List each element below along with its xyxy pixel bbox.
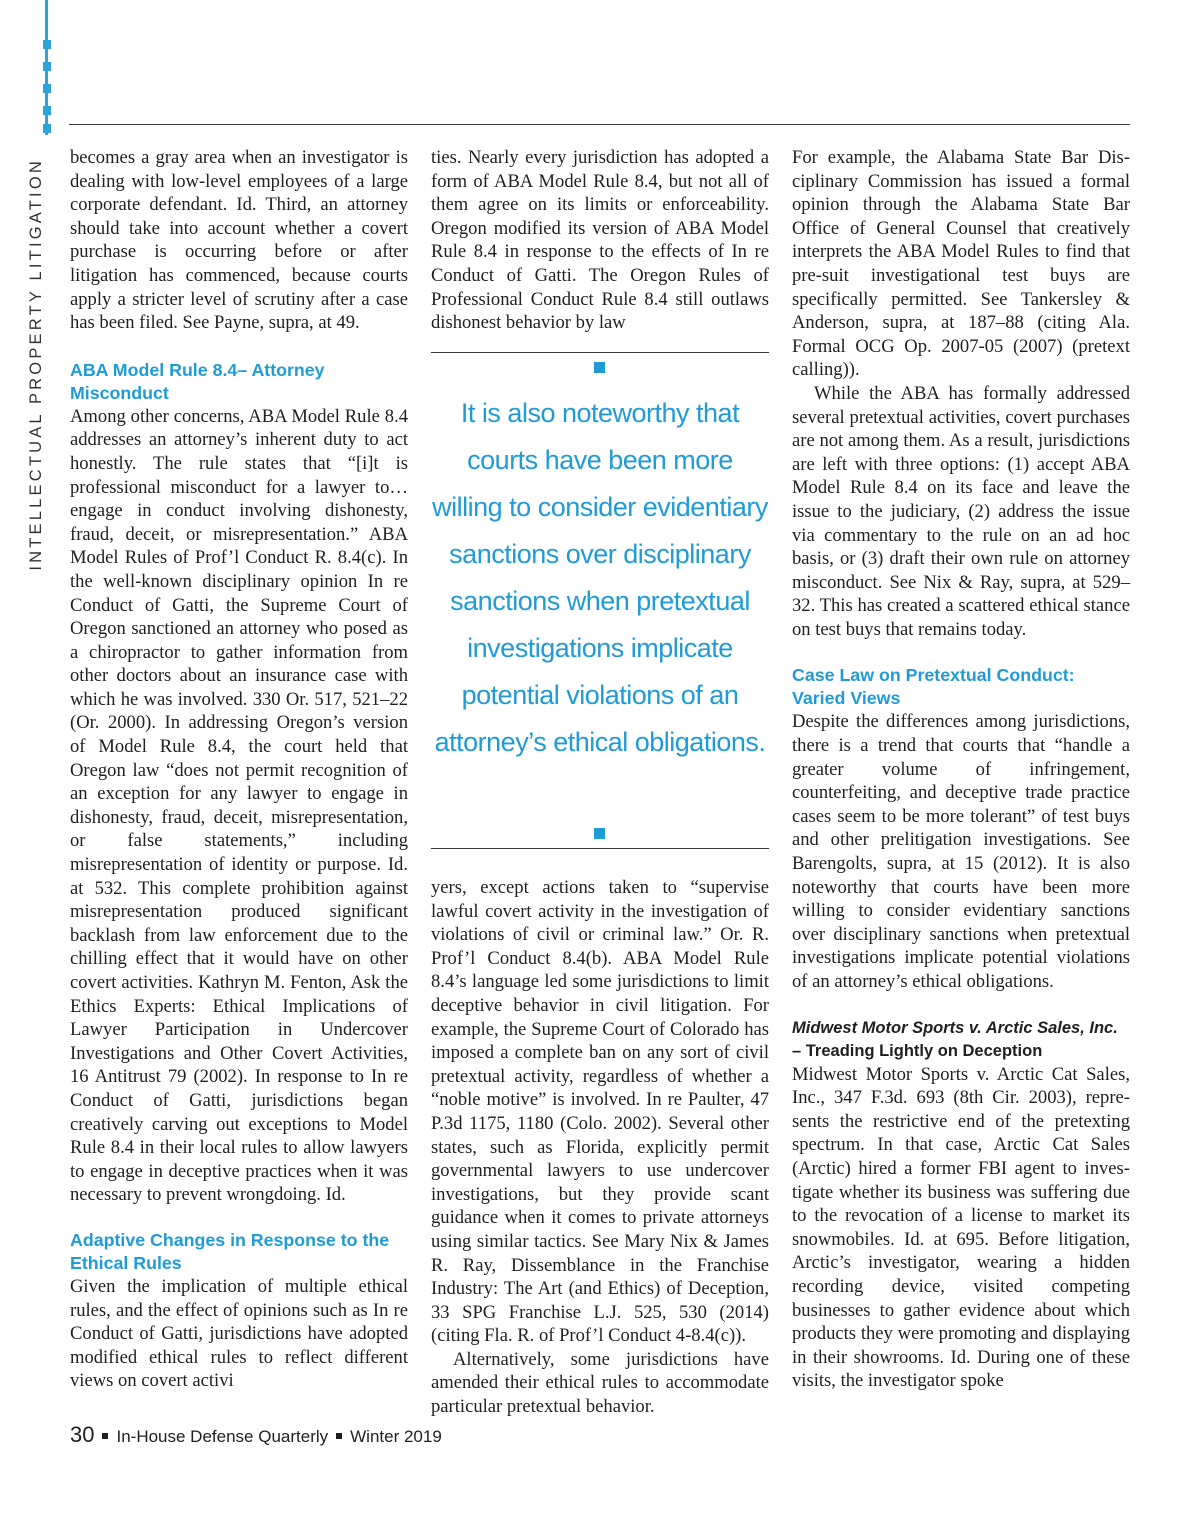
body-paragraph: For example, the Alabama State Bar Disciplinary Commission has issued a formal opinion through the Alabama State Bar Office of General Counsel that creatively interprets the ABA Model Rules to find that pre-suit investigational test buys are specifically permitted. See Tankersley & Anderson, supra, at 187–88 (citing Ala. Formal OCG Op. 2007-05 (2007) (pretext calling)).: [792, 147, 1130, 381]
footer-separator-icon: [102, 1433, 108, 1439]
side-accent-dash: [43, 124, 51, 133]
page-number: 30: [70, 1422, 95, 1447]
body-paragraph: While the ABA has formally addressed several pretextual activities, covert purchases are not among them. As a result, jurisdictions are left with three options: (1) accept ABA Model Rule 8.4 on its face and leave the issue to the judiciary, (2) address the issue via commentary to the rule on an ad hoc basis, or (3) draft their own rule on attorney misconduct. See Nix & Ray, supra, at 529–32. This has created a scattered ethical stance on test buys that remains today.: [792, 382, 1130, 640]
case-name: Midwest Motor Sports v. Arctic Sales, Inc.: [792, 1018, 1118, 1037]
side-accent-dash: [43, 62, 51, 71]
side-accent-dash: [43, 106, 51, 115]
page-footer: [70, 1422, 442, 1448]
issue-date: Winter 2019: [350, 1427, 442, 1446]
section-heading: Case Law on Pretextual Conduct: Varied Views: [792, 665, 1075, 709]
column-2-bottom: [431, 876, 769, 1419]
column-2-top: [431, 146, 769, 335]
body-paragraph: yers, except actions taken to “supervise lawful covert activity in the investigation of violations of civil or criminal law.” Or. R. Prof’l Conduct 8.4(b). ABA Model Rule 8.4’s language led some jurisdictions to limit deceptive behavior in civil litigation. For example, the Supreme Court of Colorado has imposed a complete ban on any sort of civil pretextual activity, regardless of whether a “noble motive” is involved. In re Paulter, 47 P.3d 1175, 1180 (Colo. 2002). Several other states, such as Florida, explicitly permit governmental lawyers to use undercover investigations, but they provide scant guidance when it comes to private attorneys using similar tactics. See Mary Nix & James R. Ray, Dissemblance in the Franchise Industry: The Art (and Ethics) of Deception, 33 SPG Franchise L.J. 525, 530 (2014) (citing Fla. R. of Prof’l Conduct 4-8.4(c)).: [431, 877, 769, 1347]
body-paragraph: Among other concerns, ABA Model Rule 8.4 addresses an attorney’s inherent duty to act honestly. The rule states that “[i]t is professional misconduct for a lawyer to… engage in conduct involving dishonesty, fraud, deceit, or misrepresentation.” ABA Model Rules of Prof’l Conduct R. 8.4(c). In the well-known disciplinary opinion In re Conduct of Gatti, the Supreme Court of Oregon sanctioned an attorney who posed as a chiropractor to gather information from other doctors about an insurance case with which he was involved. 330 Or. 517, 521–22 (Or. 2000). In addressing Oregon’s version of Model Rule 8.4, the court held that Oregon law “does not permit recognition of an exception for any lawyer to engage in dishonesty, fraud, deceit, misrepresentation, or false statements,” including misrepresentation of identity or purpose. Id. at 532. This complete prohibition against misrepresentation produced significant backlash from law enforcement due to the chilling effect that it would have on other covert activities. Kathryn M. Fenton, Ask the Ethics Experts: Ethical Implications of Lawyer Participation in Undercover Investigations and Other Covert Activities, 16 Antitrust 79 (2002). In response to In re Conduct of Gatti, jurisdictions began creatively carving out exceptions to Model Rule 8.4 in their local rules to allow lawyers to engage in deceptive practices when it was necessary to prevent wrongdoing. Id.: [70, 405, 408, 1206]
publication-name: In-House Defense Quarterly: [116, 1427, 329, 1446]
column-1: [70, 146, 408, 1393]
section-heading: ABA Model Rule 8.4– Attorney Misconduct: [70, 359, 325, 403]
column-3: [792, 146, 1130, 1393]
side-accent-dash: [43, 40, 51, 49]
header-rule: [69, 124, 1130, 125]
side-accent-dash: [43, 84, 51, 93]
body-paragraph: ties. Nearly every jurisdiction has adopted a form of ABA Model Rule 8.4, but not all of them agree on its limits or enforceability. Oregon modified its version of ABA Model Rule 8.4 in response to the effects of In re Conduct of Gatti. The Oregon Rules of Professional Conduct Rule 8.4 still outlaws dishonest behavior by law: [431, 147, 769, 334]
body-paragraph: Given the implication of multiple ethical rules, and the effect of opinions such as In re Conduct of Gatti, jurisdictions have adopted modified ethical rules to reflect different views on covert activi: [70, 1275, 408, 1392]
pullquote-square-icon: [594, 362, 605, 373]
pullquote: It is also noteworthy that courts have been more willing to consider evidentiary sanctions over disciplinary sanctions when pretextual investigations implicate potential violations of an attorney’s ethical obligations.: [432, 398, 768, 757]
subsection-heading: [792, 1017, 1130, 1063]
footer-separator-icon: [336, 1433, 342, 1439]
pullquote-rule-bottom: [431, 848, 769, 849]
body-paragraph: Midwest Motor Sports v. Arctic Cat Sales, Inc., 347 F.3d. 693 (8th Cir. 2003), represents the restrictive end of the pretexting spectrum. In that case, Arctic Cat Sales (Arctic) hired a former FBI agent to investigate whether its business was suffering due to the revocation of a license to market its snowmobiles. Id. at 695. Before litigation, Arctic’s investigator, wearing a hidden recording device, visited competing businesses to gather evidence about which products they were promoting and displaying in their showrooms. Id. During one of these visits, the investigator spoke: [792, 1063, 1130, 1392]
body-paragraph: becomes a gray area when an investigator is dealing with low-level employees of a large corporate defendant. Id. Third, an attorney should take into account whether a covert purchase is occurring before or after litigation has commenced, because courts apply a stricter level of scrutiny after a case has been filed. See Payne, supra, at 49.: [70, 147, 408, 334]
subsection-heading-rest: – Treading Lightly on Deception: [792, 1041, 1043, 1060]
pullquote-rule-top: [431, 352, 769, 353]
section-heading: Adaptive Changes in Response to the Ethical Rules: [70, 1229, 390, 1273]
pullquote-square-icon: [594, 828, 605, 839]
section-label: INTELLECTUAL PROPERTY LITIGATION: [27, 158, 45, 571]
body-paragraph: Despite the differences among jurisdictions, there is a trend that courts that “handle a greater volume of infringement, counterfeiting, and deceptive trade practice cases seem to be more tolerant” of test buys and other prelitigation investigations. See Barengolts, supra, at 15 (2012). It is also noteworthy that courts have been more willing to consider evidentiary sanctions over disciplinary sanctions when pretextual investigations implicate potential violations of an attorney’s ethical obligations.: [792, 711, 1130, 992]
body-paragraph: Alternatively, some jurisdictions have amended their ethical rules to accommodate particular pretextual behavior.: [431, 1348, 769, 1418]
